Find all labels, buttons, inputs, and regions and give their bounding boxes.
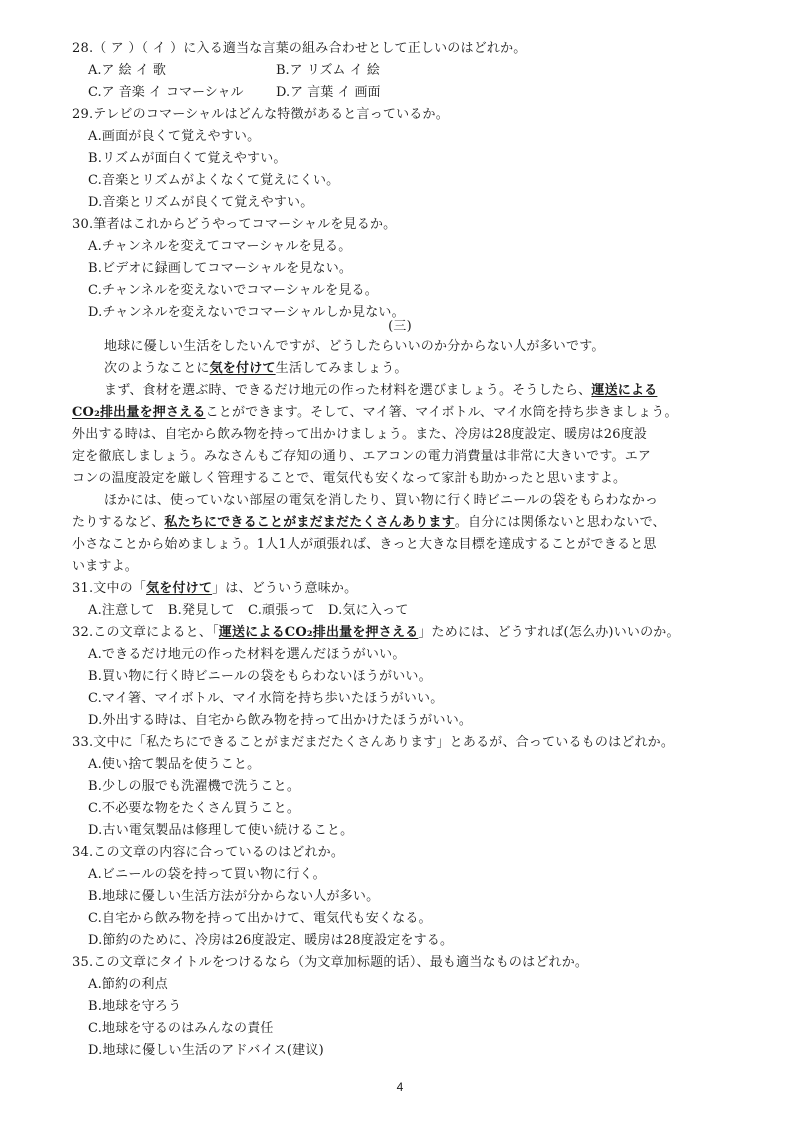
question-30-option-a: A.チャンネルを変えてコマーシャルを見る。 [88, 239, 352, 254]
question-29-option-d: D.音楽とリズムが良くて覚えやすい。 [88, 195, 314, 210]
question-31: 31.文中の「気を付けて」は、どういう意味か。 [72, 581, 358, 596]
question-32-option-d: D.外出する時は、自宅から飲み物を持って出かけたほうがいい。 [88, 713, 473, 728]
question-29-option-c: C.音楽とリズムがよくなくて覚えにくい。 [88, 173, 340, 188]
question-30-option-b: B.ビデオに録画してコマーシャルを見ない。 [88, 261, 353, 276]
passage-p2: 次のようなことに気を付けて生活してみましょう。 [104, 361, 408, 376]
emphasis-unsou: 運送による [591, 383, 658, 398]
question-29-option-a: A.画面が良くて覚えやすい。 [88, 129, 261, 144]
question-28-options-row1 [88, 62, 588, 80]
question-30-option-c: C.チャンネルを変えないでコマーシャルを見る。 [88, 283, 378, 298]
question-35-option-b: B.地球を守ろう [88, 999, 182, 1014]
question-33-option-d: D.古い電気製品は修理して使い続けること。 [88, 823, 354, 838]
emphasis-ki-wo-tsukete: 気を付けて [209, 361, 276, 376]
question-35: 35.この文章にタイトルをつけるなら（为文章加标题的话）、最も適当なものはどれか。 [72, 955, 589, 970]
emphasis-watashitachi: 私たちにできることがまだまだたくさんあります [164, 515, 455, 530]
question-30: 30.筆者はこれからどうやってコマーシャルを見るか。 [72, 217, 397, 232]
question-32: 32.この文章によると、「運送によるCO₂排出量を押さえる」ためには、どうすれば(怎么办)いいのか。 [72, 625, 680, 640]
question-33: 33.文中に「私たちにできることがまだまだたくさんあります」とあるが、合っているものはどれか。 [72, 735, 675, 750]
question-28-option-c: C.ア 音楽 イ コマーシャル [88, 85, 244, 100]
question-35-option-a: A.節約の利点 [88, 977, 168, 992]
question-29-option-b: B.リズムが面白くて覚えやすい。 [88, 151, 287, 166]
question-28-option-d: D.ア 言葉 イ 画面 [276, 85, 381, 100]
section-title: (三) [388, 319, 412, 334]
question-34: 34.この文章の内容に合っているのはどれか。 [72, 845, 345, 860]
question-34-option-d: D.節約のために、冷房は26度設定、暖房は28度設定をする。 [88, 933, 454, 948]
question-35-option-d: D.地球に優しい生活のアドバイス(建议) [88, 1043, 324, 1058]
passage-p3-line1: まず、食材を選ぶ時、できるだけ地元の作った材料を選びましょう。そうしたら、運送による [104, 383, 658, 398]
question-29: 29.テレビのコマーシャルはどんな特徴があると言っているか。 [72, 107, 449, 122]
question-28-options-row2 [88, 84, 588, 102]
passage-p3-line2: CO₂排出量を押さえることができます。そして、マイ箸、マイボトル、マイ水筒を持ち歩きましょう。 [72, 405, 678, 420]
question-28-option-a: A.ア 絵 イ 歌 [88, 63, 166, 78]
question-33-option-a: A.使い捨て製品を使うこと。 [88, 757, 261, 772]
question-28: 28.（ ア ）（ イ ）に入る適当な言葉の組み合わせとして正しいのはどれか。 [72, 41, 527, 56]
question-33-option-b: B.少しの服でも洗濯機で洗うこと。 [88, 779, 301, 794]
question-32-option-b: B.買い物に行く時ビニールの袋をもらわないほうがいい。 [88, 669, 432, 684]
passage-p3-line3: 外出する時は、自宅から飲み物を持って出かけましょう。また、冷房は28度設定、暖房は26度設 [72, 427, 648, 442]
question-30-option-d: D.チャンネルを変えないでコマーシャルしか見ない。 [88, 305, 405, 320]
question-31-options: A.注意して B.発見して C.頑張って D.気に入って [88, 603, 409, 618]
passage-p3-line5: コンの温度設定を厳しく管理することで、電気代も安くなって家計も助かったと思いますよ。 [72, 471, 627, 486]
question-32-option-a: A.できるだけ地元の作った材料を選んだほうがいい。 [88, 647, 406, 662]
passage-p3-line4: 定を徹底しましょう。みなさんもご存知の通り、エアコンの電力消費量は非常に大きいです。エア [72, 449, 652, 464]
passage-p4-line3: 小さなことから始めましょう。1人1人が頑張れば、きっと大きな目標を達成することができると思 [72, 537, 657, 552]
question-32-option-c: C.マイ箸、マイボトル、マイ水筒を持ち歩いたほうがいい。 [88, 691, 444, 706]
passage-p4-line4: いますよ。 [72, 559, 139, 574]
question-35-option-c: C.地球を守るのはみんなの責任 [88, 1021, 274, 1036]
passage-p4-line2: たりするなど、私たちにできることがまだまだたくさんあります。自分には関係ないと思わないで、 [72, 515, 666, 530]
question-34-option-a: A.ビニールの袋を持って買い物に行く。 [88, 867, 326, 882]
passage-p4-line1: ほかには、使っていない部屋の電気を消したり、買い物に行く時ビニールの袋をもらわなかっ [104, 493, 659, 508]
question-33-option-c: C.不必要な物をたくさん買うこと。 [88, 801, 301, 816]
question-34-option-c: C.自宅から飲み物を持って出かけて、電気代も安くなる。 [88, 911, 432, 926]
passage-p1: 地球に優しい生活をしたいんですが、どうしたらいいのか分からない人が多いです。 [104, 339, 605, 354]
emphasis-co2: CO₂排出量を押さえる [72, 405, 206, 420]
question-34-option-b: B.地球に優しい生活方法が分からない人が多い。 [88, 889, 380, 904]
question-28-option-b: B.ア リズム イ 絵 [276, 63, 380, 78]
page-number: 4 [396, 1080, 404, 1094]
